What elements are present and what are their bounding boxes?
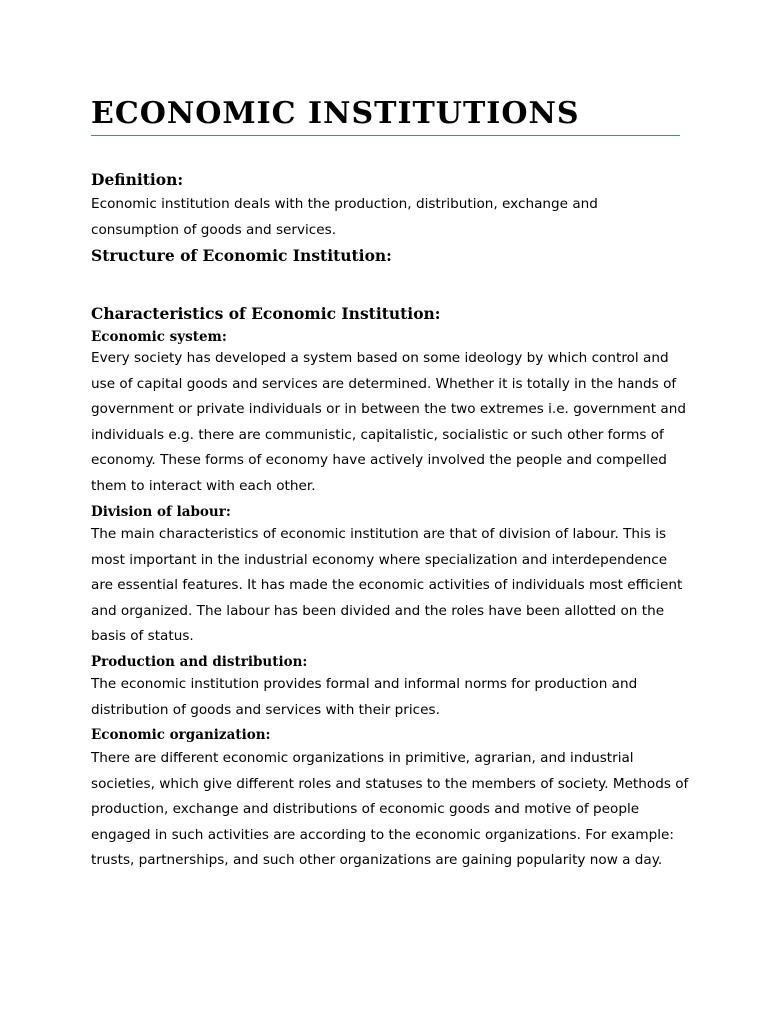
division-of-labour-text: The main characteristics of economic institution are that of division of labour. This is most important in the industrial economy where specialization and interdependence are essential features. It has made the economic activities of individuals most efficient and organized. The labour has been divided and the roles have been allotted on the basis of status. bbox=[91, 526, 683, 645]
definition-text: Economic institution deals with the production, distribution, exchange and consumption of goods and services. bbox=[91, 196, 598, 238]
division-of-labour-heading: Division of labour: bbox=[91, 504, 231, 520]
economic-system-heading: Economic system: bbox=[91, 329, 227, 345]
production-distribution-heading: Production and distribution: bbox=[91, 654, 308, 670]
document-page bbox=[91, 96, 689, 869]
document-title: ECONOMIC INSTITUTIONS bbox=[91, 96, 580, 131]
economic-organization-heading: Economic organization: bbox=[91, 727, 271, 743]
characteristics-heading: Characteristics of Economic Institution: bbox=[91, 304, 441, 323]
definition-heading: Definition: bbox=[91, 170, 184, 189]
production-distribution-text: The economic institution provides formal and informal norms for production and distribution of goods and services with their prices. bbox=[91, 676, 638, 718]
economic-system-text: Every society has developed a system based on some ideology by which control and use of capital goods and services are determined. Whether it is totally in the hands of government or private individuals or in between the two extremes i.e. government and individuals e.g. there are communistic, capitalistic, socialistic or such other forms of economy. These forms of economy have actively involved the people and compelled them to interact with each other. bbox=[91, 350, 686, 494]
structure-heading: Structure of Economic Institution: bbox=[91, 246, 392, 265]
economic-organization-text: There are different economic organizations in primitive, agrarian, and industrial societies, which give different roles and statuses to the members of society. Methods of production, exchange and distributions of economic goods and motive of people engaged in such activities are according to the economic organizations. For example: trusts, partnerships, and such other organizations are gaining popularity now a day. bbox=[91, 750, 689, 869]
title-underline bbox=[91, 135, 680, 136]
